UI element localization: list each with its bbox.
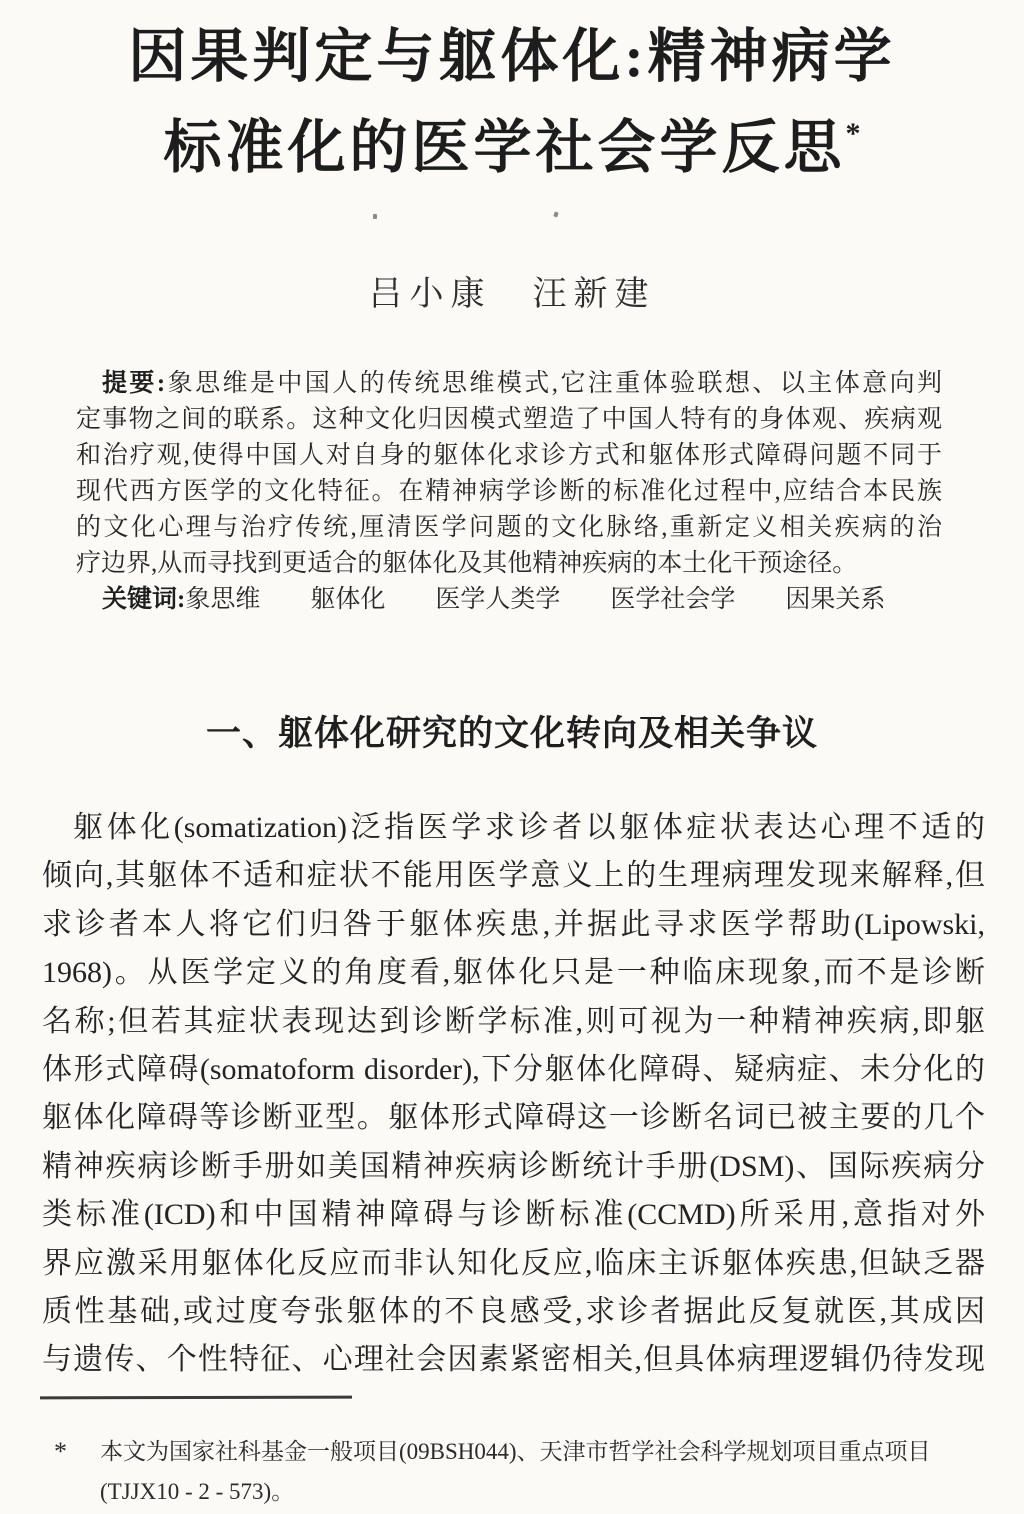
keywords-text: 象思维 躯体化 医学人类学 医学社会学 因果关系 <box>185 586 886 613</box>
abstract-line: 和治疗观,使得中国人对自身的躯体化求诊方式和躯体形式障碍问题不同于 <box>76 442 942 469</box>
scan-artifact-dot <box>373 214 377 219</box>
title-line-2: 标准化的医学社会学反思 <box>163 115 846 180</box>
keywords-line <box>76 582 942 618</box>
abstract-text: 象思维是中国人的传统思维模式,它注重体验联想、以主体意向判 <box>165 370 942 397</box>
footnote-marker: * <box>54 1437 67 1466</box>
title-footnote-marker: * <box>845 117 861 150</box>
abstract-block <box>76 366 942 618</box>
body-text-line: 类标准(ICD)和中国精神障碍与诊断标准(CCMD)所采用,意指对外 <box>42 1198 985 1232</box>
body-text-line: 躯体化(somatization)泛指医学求诊者以躯体症状表达心理不适的 <box>73 811 985 844</box>
body-text-line: 体形式障碍(somatoform disorder),下分躯体化障碍、疑病症、未分化的 <box>42 1052 985 1086</box>
article-title <box>0 18 1024 186</box>
body-text-line: 精神疾病诊断手册如美国精神疾病诊断统计手册(DSM)、国际疾病分 <box>42 1149 985 1183</box>
body-text-line: 界应激采用躯体化反应而非认知化反应,临床主诉躯体疾患,但缺乏器 <box>42 1246 985 1280</box>
footnote-divider <box>40 1396 352 1400</box>
section-heading: 一、躯体化研究的文化转向及相关争议 <box>205 714 818 753</box>
abstract-line: 的文化心理与治疗传统,厘清医学问题的文化脉络,重新定义相关疾病的治 <box>76 514 942 541</box>
title-line-1: 因果判定与躯体化:精神病学 <box>128 24 896 89</box>
abstract-line: 疗边界,从而寻找到更适合的躯体化及其他精神疾病的本土化干预途径。 <box>76 550 858 577</box>
footnote-line: 本文为国家社科基金一般项目(09BSH044)、天津市哲学社会科学规划项目重点项目 <box>100 1439 931 1464</box>
abstract-line: 定事物之间的联系。这种文化归因模式塑造了中国人特有的身体观、疾病观 <box>76 406 942 433</box>
body-text-line: 倾向,其躯体不适和症状不能用医学意义上的生理病理发现来解释,但 <box>42 859 985 893</box>
abstract-line <box>76 366 942 402</box>
footnote <box>54 1432 986 1512</box>
body-paragraph <box>42 804 985 1385</box>
body-text-line: 求诊者本人将它们归咎于躯体疾患,并据此寻求医学帮助(Lipowski, <box>42 907 985 941</box>
body-text-line: 与遗传、个性特征、心理社会因素紧密相关,但具体病理逻辑仍待发现 <box>42 1343 985 1377</box>
scan-artifact-dot <box>553 211 558 217</box>
abstract-label: 提要: <box>102 370 166 397</box>
body-text-line: 质性基础,或过度夸张躯体的不良感受,求诊者据此反复就医,其成因 <box>42 1294 985 1328</box>
footnote-line: (TJJX10 - 2 - 573)。 <box>100 1479 295 1504</box>
abstract-line: 现代西方医学的文化特征。在精神病学诊断的标准化过程中,应结合本民族 <box>76 478 942 505</box>
body-text-line: 1968)。从医学定义的角度看,躯体化只是一种临床现象,而不是诊断 <box>42 956 985 990</box>
footnote-text <box>100 1432 986 1512</box>
body-text-line: 名称;但若其症状表现达到诊断学标准,则可视为一种精神疾病,即躯 <box>42 1004 985 1038</box>
keywords-label: 关键词: <box>102 586 186 613</box>
body-text-line: 躯体化障碍等诊断亚型。躯体形式障碍这一诊断名词已被主要的几个 <box>42 1101 985 1135</box>
authors: 吕小康 汪新建 <box>368 276 656 313</box>
